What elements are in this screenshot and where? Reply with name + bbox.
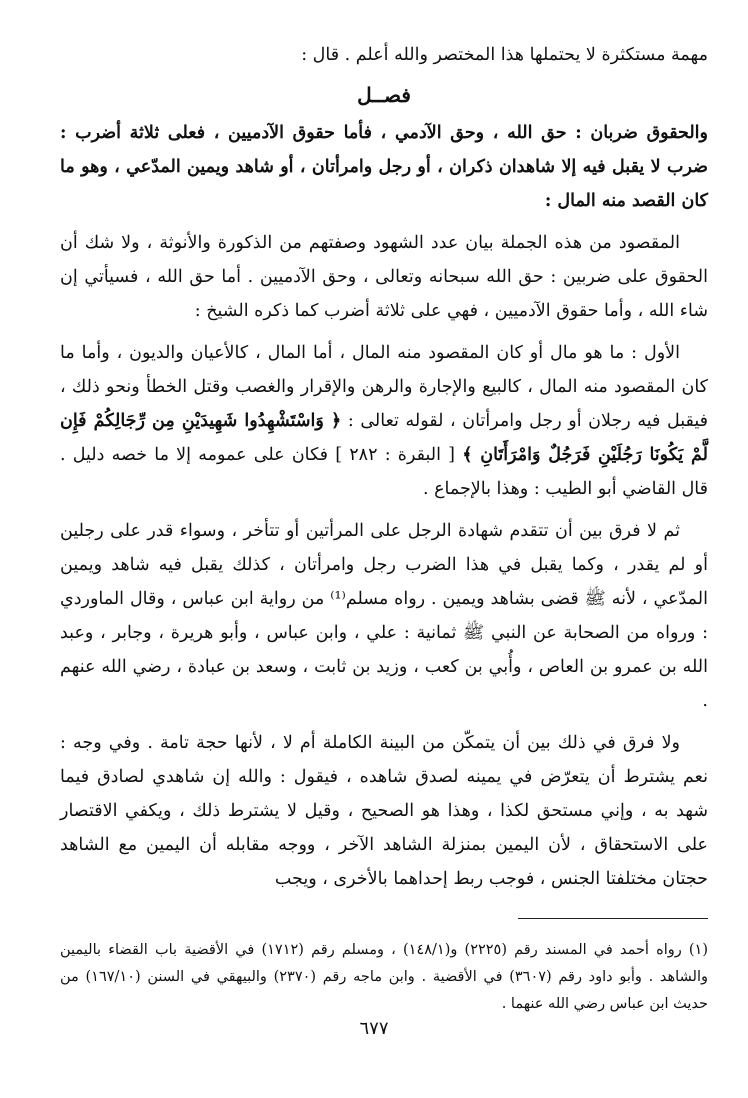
commentary-paragraph-2	[60, 336, 708, 506]
commentary-paragraph-3	[60, 514, 708, 718]
paragraph-text-part: [ البقرة : ٢٨٢ ] فكان على عمومه إلا ما خصه دليل . قال القاضي أبو الطيب : وهذا بالإجماع .	[60, 445, 708, 499]
paragraph-text: ولا فرق في ذلك بين أن يتمكّن من البينة الكاملة أم لا ، لأنها حجة تامة . وفي وجه : نعم يشترط أن يتعرّض في يمينه لصدق شاهده ، فيقول : والله إن شاهدي لصادق فيما شهد به ، وإني مستحق لكذا ، وهذا هو الصحيح ، وقيل لا يشترط ذلك ، ويكفي الاقتصار على الاستحقاق ، لأن اليمين بمنزلة الشاهد الآخر ، ووجه مقابله أن اليمين مع الشاهد حجتان مختلفتا الجنس ، فوجب ربط إحداهما بالأخرى ، ويجب	[60, 733, 708, 889]
paragraph-text-part: الأول : ما هو مال أو كان المقصود منه المال ، أما المال ، كالأعيان والديون ، وأما ما كان المقصود منه المال ، كالبيع والإجارة والرهن والإقرار والغصب وقتل الخطأ ونحو ذلك ، فيقبل فيه رجلان أو رجل وامرأتان ، لقوله تعالى :	[60, 343, 708, 431]
commentary-paragraph-1	[60, 226, 708, 328]
footnote: (١) رواه أحمد في المسند رقم (٢٢٢٥) و(١٤٨/١) ، ومسلم رقم (١٧١٢) في الأقضية باب القضاء باليمين والشاهد . وأبو داود رقم (٣٦٠٧) في الأقضية . وابن ماجه رقم (٢٣٧٠) والبيهقي في السنن (١٦٧/١٠) من حديث ابن عباس رضي الله عنهما .	[60, 942, 709, 1012]
page-body	[60, 38, 708, 1018]
commentary-paragraph-4	[60, 726, 708, 896]
matn-text: والحقوق ضربان : حق الله ، وحق الآدمي ، فأما حقوق الآدميين ، فعلى ثلاثة أضرب : ضرب لا يقبل فيه إلا شاهدان ذكران ، أو رجل وامرأتان ، أو شاهد ويمين المدّعي ، وهو ما كان القصد منه المال :	[60, 123, 708, 211]
continuation-line: مهمة مستكثرة لا يحتملها هذا المختصر والله أعلم . قال :	[301, 45, 708, 65]
page-number: ٦٧٧	[359, 1018, 389, 1039]
paragraph-text: المقصود من هذه الجملة بيان عدد الشهود وصفتهم من الذكورة والأنوثة ، ولا شك أن الحقوق على ضربين : حق الله سبحانه وتعالى ، وحق الآدميين . أما حق الله ، فسيأتي إن شاء الله ، وأما حقوق الآدميين ، فهي على ثلاثة أضرب كما ذكره الشيخ :	[60, 233, 708, 321]
quran-verse: ﴿ وَاسْتَشْهِدُوا شَهِيدَيْنِ مِن رِّجَالِكُمْ فَإِن لَّمْ يَكُونَا رَجُلَيْنِ فَرَجُلٌ وَامْرَأَتَانِ ﴾	[60, 411, 708, 465]
footnote-separator	[518, 918, 708, 919]
paragraph-text: ثم لا فرق بين أن تتقدم شهادة الرجل على المرأتين أو تتأخر ، وسواء قدر على رجلين أو لم يقدر ، وكما يقبل في هذا الضرب رجل وامرأتان ، كذلك يقبل فيه شاهد ويمين المدّعي ، لأنه ﷺ قضى بشاهد ويمين . رواه مسلم⁽¹⁾ من رواية ابن عباس ، وقال الماوردي : ورواه من الصحابة عن النبي ﷺ ثمانية : علي ، وابن عباس ، وأبو هريرة ، وجابر ، وعبد الله بن عمرو بن العاص ، وأُبي بن كعب ، وزيد بن ثابت ، وسعد بن عبادة ، رضي الله عنهم .	[60, 521, 708, 711]
section-title: فصــل	[357, 83, 411, 107]
paragraph-text	[60, 336, 708, 506]
